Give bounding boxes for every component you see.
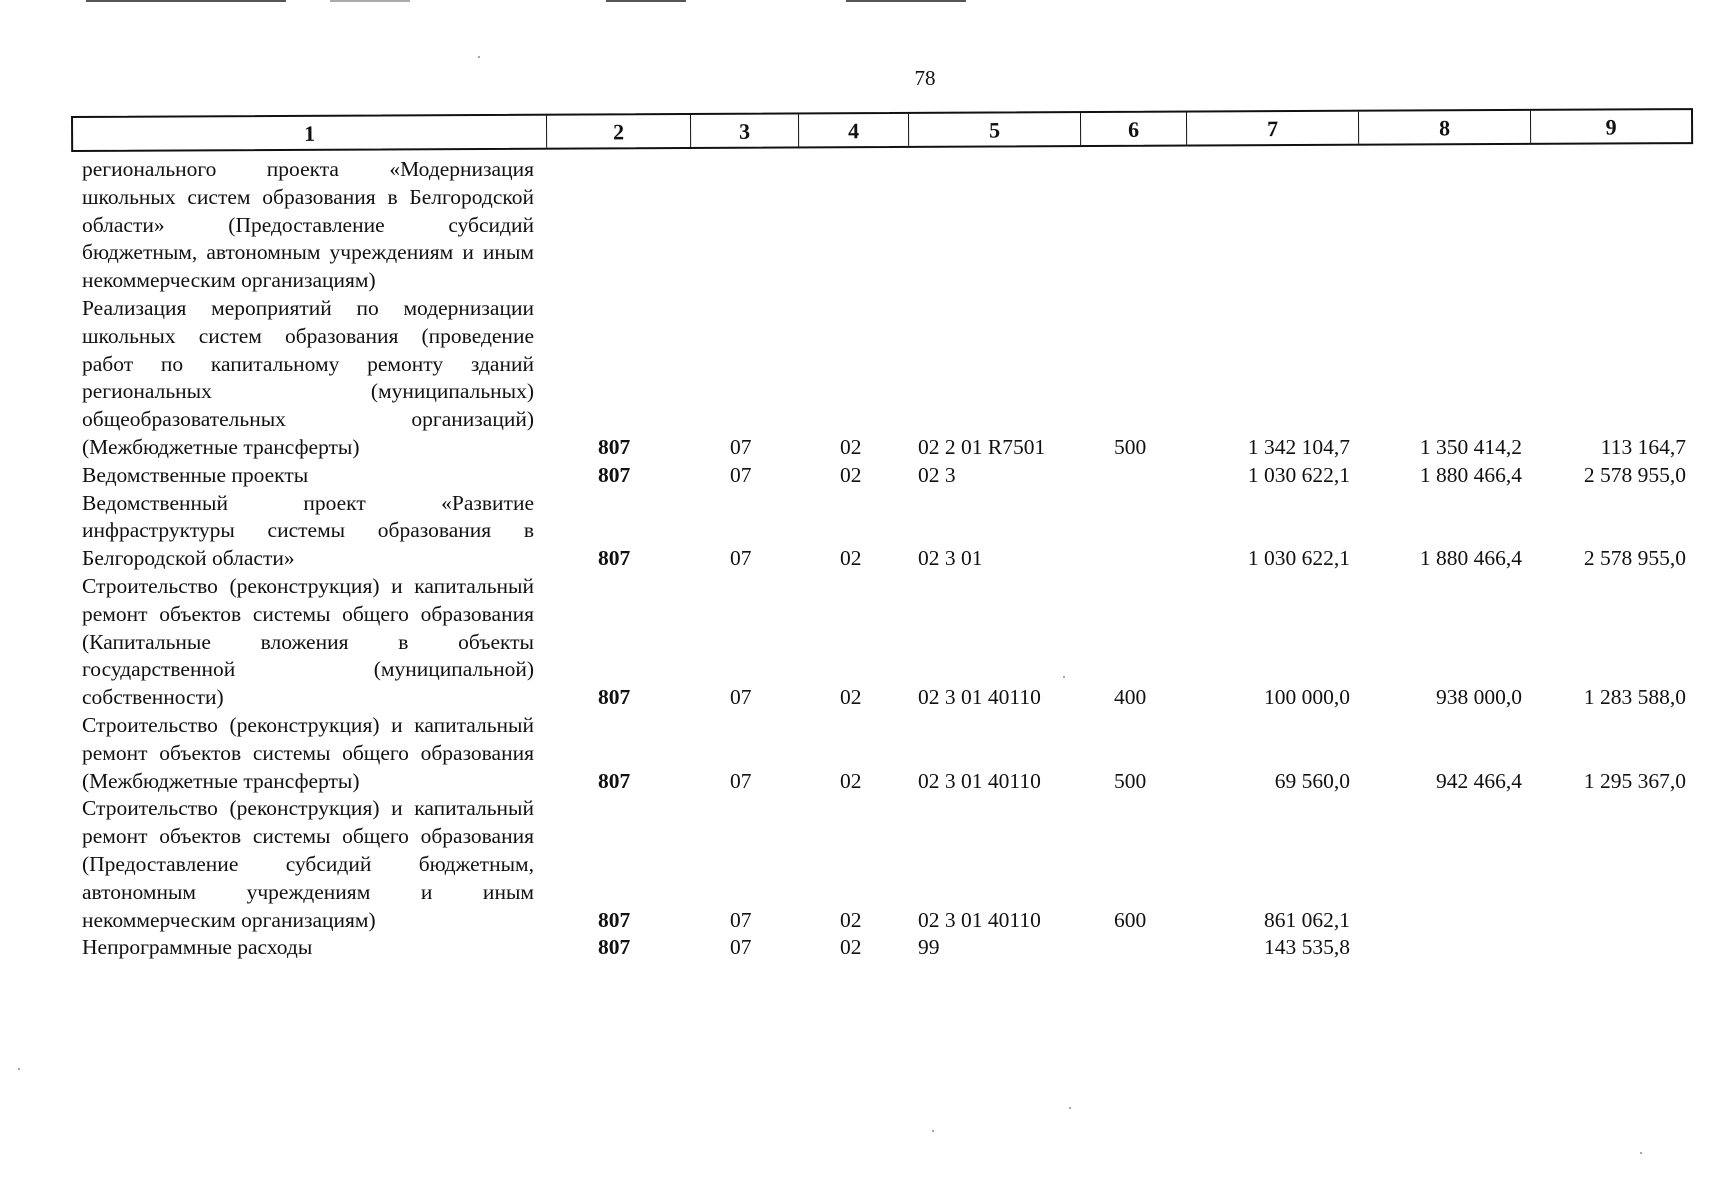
scan-line xyxy=(606,0,686,2)
cell-subsection-code: 02 xyxy=(840,935,862,960)
cell-target-article: 02 3 01 40110 xyxy=(918,685,1041,710)
cell-subsection-code: 02 xyxy=(840,768,862,793)
scan-speck xyxy=(478,56,480,58)
cell-target-article: 02 2 01 R7501 xyxy=(918,434,1046,459)
header-cell-1: 1 xyxy=(73,116,547,150)
row-description: Ведомственные проекты xyxy=(82,462,309,487)
cell-amount-year1: 143 535,8 xyxy=(1264,935,1350,960)
header-cell-2: 2 xyxy=(547,115,691,148)
cell-amount-year2: 942 466,4 xyxy=(1436,768,1522,793)
cell-target-article: 02 3 01 xyxy=(918,546,983,571)
cell-subsection-code: 02 xyxy=(840,434,862,459)
cell-target-article: 02 3 01 40110 xyxy=(918,907,1041,932)
header-cell-7: 7 xyxy=(1187,112,1359,145)
cell-ministry-code: 807 xyxy=(598,768,631,793)
cell-amount-year3: 113 164,7 xyxy=(1600,434,1686,459)
header-cell-9: 9 xyxy=(1605,114,1617,140)
scan-speck xyxy=(1640,1152,1642,1154)
table-row xyxy=(0,712,1710,795)
cell-amount-year2: 1 880 466,4 xyxy=(1419,462,1522,487)
cell-subsection-code: 02 xyxy=(840,462,862,487)
scan-speck xyxy=(1069,1107,1071,1109)
cell-section-code: 07 xyxy=(730,935,752,960)
table-body xyxy=(0,156,1710,962)
cell-ministry-code: 807 xyxy=(598,685,631,710)
table-row xyxy=(0,934,1710,962)
cell-amount-year1: 100 000,0 xyxy=(1264,685,1350,710)
cell-amount-year2: 1 880 466,4 xyxy=(1419,546,1522,571)
header-cell-6: 6 xyxy=(1081,113,1187,146)
table-row xyxy=(0,795,1710,934)
cell-amount-year3: 1 283 588,0 xyxy=(1583,685,1686,710)
row-description: Непрограммные расходы xyxy=(82,935,313,960)
table-row xyxy=(0,295,1710,462)
row-description: Реализация мероприятий по модернизации школьных систем образования (проведение работ по капитальному ремонту зданий региональных (муниципальных) общеобразовательных организаций) (Межбюджетные трансферты) xyxy=(82,295,534,459)
cell-amount-year1: 861 062,1 xyxy=(1264,907,1350,932)
cell-target-article: 02 3 xyxy=(918,462,956,487)
scan-speck xyxy=(932,1130,934,1132)
row-description: Ведомственный проект «Развитие инфраструктуры системы образования в Белгородской области» xyxy=(82,490,534,571)
cell-amount-year1: 1 342 104,7 xyxy=(1247,434,1350,459)
cell-target-article: 02 3 01 40110 xyxy=(918,768,1041,793)
row-description: Строительство (реконструкция) и капитальный ремонт объектов системы общего образования (Предоставление субсидий бюджетным, автономным учреждениям и иным некоммерческим организациям) xyxy=(82,796,534,932)
cell-subsection-code: 02 xyxy=(840,546,862,571)
table-row xyxy=(0,156,1710,295)
scan-line xyxy=(330,0,410,2)
table-row xyxy=(0,490,1710,573)
cell-subsection-code: 02 xyxy=(840,685,862,710)
cell-amount-year1: 1 030 622,1 xyxy=(1247,546,1350,571)
table-row xyxy=(0,573,1710,712)
scan-line xyxy=(846,0,966,2)
scan-speck xyxy=(18,1068,20,1070)
cell-amount-year2: 1 350 414,2 xyxy=(1419,434,1522,459)
row-description: регионального проекта «Модернизация школьных систем образования в Белгородской области» (Предоставление субсидий бюджетным, автономным учреждениям и иным некоммерческим организациям) xyxy=(82,157,534,293)
cell-section-code: 07 xyxy=(730,434,752,459)
row-description: Строительство (реконструкция) и капитальный ремонт объектов системы общего образования (Межбюджетные трансферты) xyxy=(82,712,534,793)
cell-amount-year1: 69 560,0 xyxy=(1274,768,1350,793)
scan-line xyxy=(86,0,286,2)
row-description: Строительство (реконструкция) и капитальный ремонт объектов системы общего образования (Капитальные вложения в объекты государственной (муниципальной) собственности) xyxy=(82,573,534,710)
cell-expense-type: 600 xyxy=(1114,907,1147,932)
header-cell-3: 3 xyxy=(691,114,799,147)
table-row xyxy=(0,462,1710,490)
cell-section-code: 07 xyxy=(730,768,752,793)
cell-section-code: 07 xyxy=(730,462,752,487)
cell-amount-year3: 1 295 367,0 xyxy=(1583,768,1686,793)
cell-expense-type: 400 xyxy=(1114,685,1147,710)
cell-ministry-code: 807 xyxy=(598,434,631,459)
cell-ministry-code: 807 xyxy=(598,907,631,932)
cell-amount-year2: 938 000,0 xyxy=(1436,685,1522,710)
cell-section-code: 07 xyxy=(730,907,752,932)
cell-amount-year3: 2 578 955,0 xyxy=(1583,462,1686,487)
cell-expense-type: 500 xyxy=(1114,434,1147,459)
header-cell-5: 5 xyxy=(909,113,1081,146)
cell-expense-type: 500 xyxy=(1114,768,1147,793)
header-cell-8: 8 xyxy=(1359,111,1531,144)
cell-ministry-code: 807 xyxy=(598,935,631,960)
cell-subsection-code: 02 xyxy=(840,907,862,932)
cell-section-code: 07 xyxy=(730,546,752,571)
header-cell-4: 4 xyxy=(799,114,909,147)
cell-amount-year3: 2 578 955,0 xyxy=(1583,546,1686,571)
table-header-row xyxy=(71,108,1693,152)
cell-ministry-code: 807 xyxy=(598,546,631,571)
cell-amount-year1: 1 030 622,1 xyxy=(1247,462,1350,487)
cell-target-article: 99 xyxy=(918,935,940,960)
cell-section-code: 07 xyxy=(730,685,752,710)
cell-ministry-code: 807 xyxy=(598,462,631,487)
page-number: 78 xyxy=(914,66,936,90)
